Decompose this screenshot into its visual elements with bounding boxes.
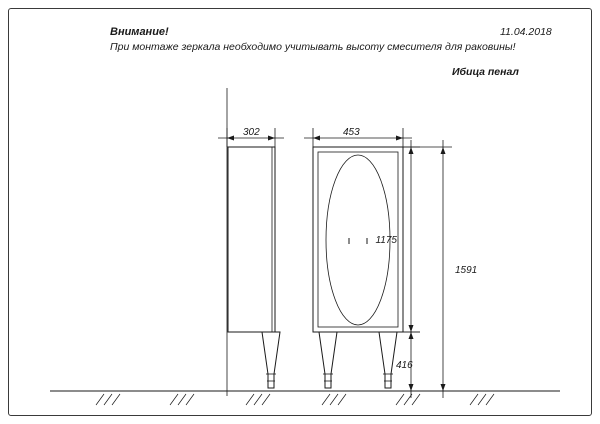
dimension-label-depth: 302 — [243, 127, 260, 138]
front-view-leg-left — [319, 332, 337, 388]
dimension-label-width: 453 — [343, 127, 360, 138]
dimension-label-leg-height: 416 — [396, 360, 413, 371]
product-name: Ибица пенал — [452, 66, 519, 78]
dimension-cabinet-height — [403, 140, 420, 339]
floor-hatching — [96, 394, 494, 405]
drawing-date: 11.04.2018 — [500, 26, 552, 38]
warning-text: При монтаже зеркала необходимо учитывать высоту смесителя для раковины! — [110, 41, 516, 53]
side-view-leg — [262, 332, 280, 388]
dimension-label-cabinet-height: 1175 — [375, 235, 397, 246]
warning-title: Внимание! — [110, 26, 169, 38]
side-view-body — [228, 147, 275, 332]
front-view-leg-right — [379, 332, 397, 388]
dimension-label-total-height: 1591 — [455, 265, 478, 276]
